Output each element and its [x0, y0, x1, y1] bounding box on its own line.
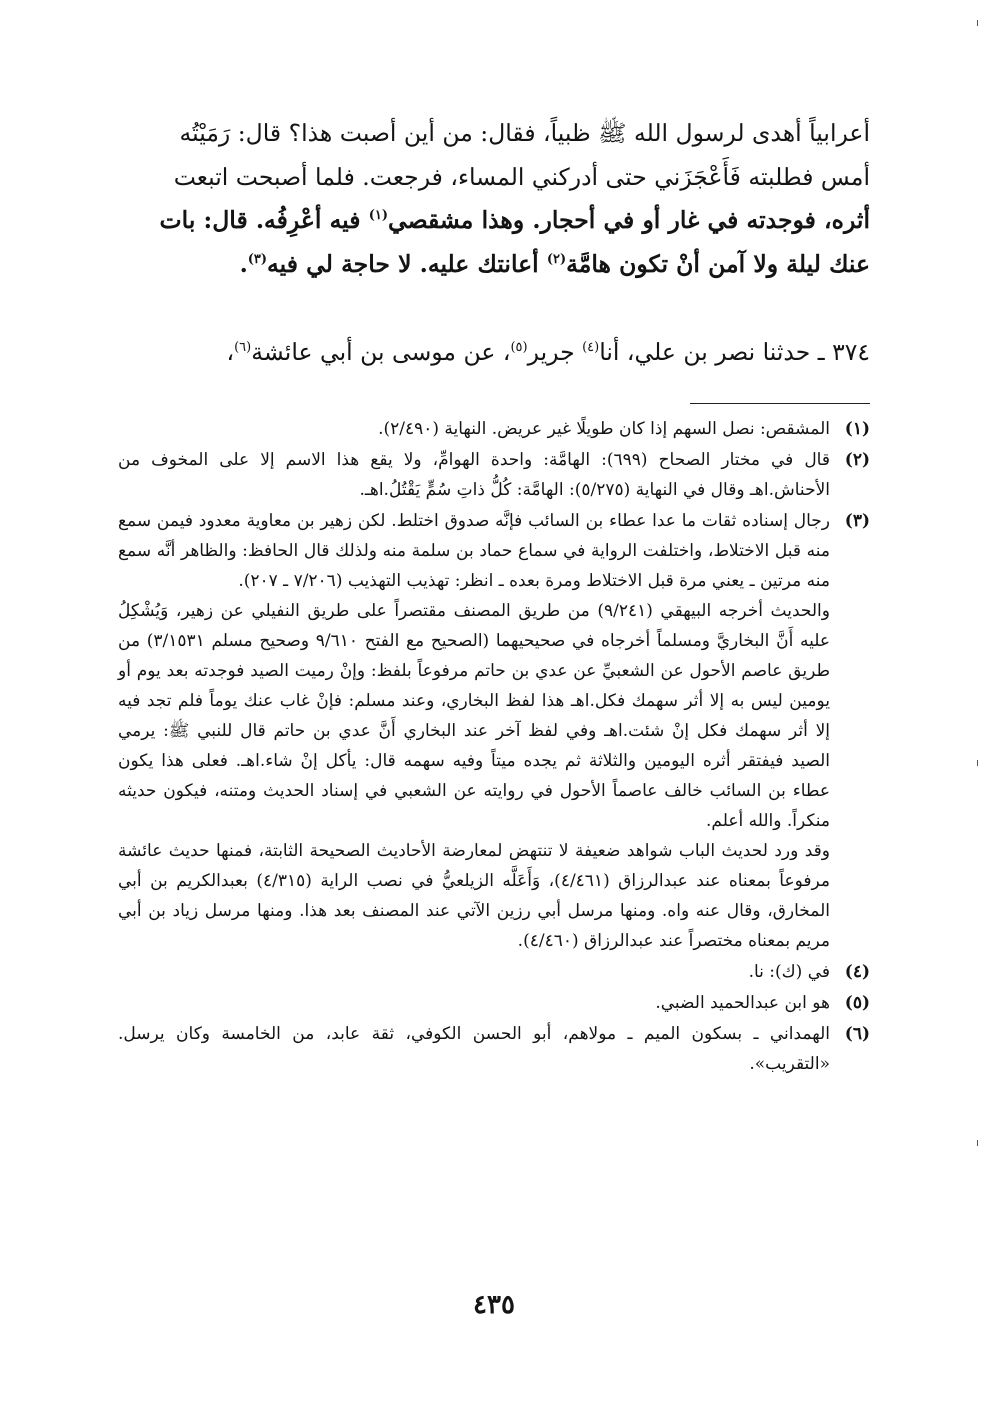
main-line: [118, 199, 870, 243]
footnote-paragraph: وقد ورد لحديث الباب شواهد ضعيفة لا تنتهض لمعارضة الأحاديث الصحيحة الثابتة، فمنها حديث عائشة مرفوعاً بمعناه عند عبدالرزاق (٤/٤٦١)، وَأَعَلَّه الزيلعيُّ في نصب الراية (٤/٣١٥) بعبدالكريم بن أبي المخارق، وقال عنه واه. ومنها مرسل أبي رزين الآتي عند المصنف بعد هذا. ومنها مرسل زياد بن أبي مريم بمعناه مختصراً عند عبدالرزاق (٤/٤٦٠).: [118, 841, 830, 951]
main-text-span: .: [239, 249, 248, 278]
footnote-number: (٢): [844, 450, 870, 470]
footnote-ref[interactable]: (٦): [234, 340, 252, 356]
main-text-span: عنك ليلة ولا آمن أنْ تكون هامَّة: [566, 249, 870, 278]
footnote-ref[interactable]: (٢): [546, 251, 567, 267]
footnote-number: (٦): [844, 1024, 870, 1044]
hadith-header: [118, 331, 870, 374]
footnote-6: [118, 1019, 870, 1079]
footnote-divider: [690, 403, 870, 404]
footnote-text: الهمداني ـ بسكون الميم ـ مولاهم، أبو الحسن الكوفي، ثقة عابد، من الخامسة وكان يرسل. «التقريب».: [118, 1024, 830, 1074]
footnote-number: (٣): [844, 511, 870, 531]
footnote-number: (٥): [844, 993, 870, 1013]
footnotes-section: [118, 414, 870, 1080]
hadith-text: ٣٧٤ ـ حدثنا نصر بن علي، أنا: [599, 338, 870, 366]
scan-edge-mark: [977, 20, 978, 26]
hadith-text: ، عن موسى بن أبي عائشة: [251, 338, 511, 366]
main-line: أعرابياً أهدى لرسول الله ﷺ ظبياً، فقال: من أين أصبت هذا؟ قال: رَمَيْتُه: [179, 119, 870, 147]
main-text-block: [118, 112, 870, 286]
footnote-ref[interactable]: (٤): [582, 340, 600, 356]
footnote-3: [118, 506, 870, 956]
footnote-ref[interactable]: (٣): [247, 251, 268, 267]
main-line: [118, 243, 870, 287]
footnote-number: (٤): [844, 962, 870, 982]
footnote-paragraph: رجال إسناده ثقات ما عدا عطاء بن السائب فإنَّه صدوق اختلط. لكن زهير بن معاوية معدود فيمن سمع منه قبل الاختلاط، واختلفت الرواية في سماع حماد بن سلمة منه ولذلك قال الحافظ: والظاهر أنَّه سمع منه مرتين ـ يعني مرة قبل الاختلاط ومرة بعده ـ انظر: تهذيب التهذيب (٧/٢٠٦ ـ ٢٠٧).: [118, 511, 830, 591]
main-text-span: فيه أعْرِفُه. قال: بات: [159, 206, 361, 234]
footnote-4: [118, 957, 870, 987]
footnote-text: قال في مختار الصحاح (٦٩٩): الهامَّة: واحدة الهوامِّ، ولا يقع هذا الاسم إلا على المخوف من الأحناش.اهـ وقال في النهاية (٥/٢٧٥): الهامَّة: كُلُّ ذاتِ سُمٍّ يَقْتُلُ.اهـ.: [118, 450, 830, 500]
page-number: ٤٣٥: [473, 1290, 515, 1320]
footnote-5: [118, 988, 870, 1018]
footnote-text: في (ك): نا.: [748, 962, 830, 982]
main-text-span: أعانتك عليه. لا حاجة لي فيه: [267, 249, 539, 278]
main-line: أمس فطلبته فَأَعْجَزَني حتى أدركني المساء، فرجعت. فلما أصبحت اتبعت: [173, 162, 870, 191]
footnote-text: المشقص: نصل السهم إذا كان طويلًا غير عريض. النهاية (٢/٤٩٠).: [378, 419, 830, 439]
footnote-paragraph: والحديث أخرجه البيهقي (٩/٢٤١) من طريق المصنف مقتصراً على طريق النفيلي عن زهير، وَيُشْكِلُ عليه أَنَّ البخاريَّ ومسلماً أخرجاه في صحيحيهما (الصحيح مع الفتح ٩/٦١٠ وصحيح مسلم ٣/١٥٣١) من طريق عاصم الأحول عن الشعبيِّ عن عدي بن حاتم مرفوعاً بلفظ: وإنْ رميت الصيد فوجدته بعد يوم أو يومين ليس به إلا أثر سهمك فكل.اهـ هذا لفظ البخاري، وعند مسلم: فإنْ غاب عنك يوماً فلم تجد فيه إلا أثر سهمك فكل إنْ شئت.اهـ وفي لفظ آخر عند البخاري أَنَّ عدي بن حاتم قال للنبي ﷺ: يرمي الصيد فيفتقر أثره اليومين والثلاثة ثم يجده ميتاً وفيه سهمه قال: يأكل إنْ شاء.اهـ. فعلى هذا يكون عطاء بن السائب خالف عاصماً الأحول في روايته عن الشعبي في إسناد الحديث ومتنه، فيكون حديثه منكراً. والله أعلم.: [118, 601, 830, 831]
hadith-text: ،: [226, 338, 235, 366]
footnote-2: [118, 445, 870, 505]
footnote-number: (١): [844, 419, 870, 439]
footnote-ref[interactable]: (١): [368, 208, 388, 224]
hadith-text: جرير: [527, 338, 575, 366]
scan-edge-mark: [977, 1140, 978, 1146]
footnote-text: هو ابن عبدالحميد الضبي.: [655, 993, 830, 1013]
footnote-1: [118, 414, 870, 444]
scan-edge-mark: [977, 760, 978, 766]
main-text-span: أثره، فوجدته في غار أو في أحجار. وهذا مشقصي: [387, 206, 870, 234]
footnote-ref[interactable]: (٥): [510, 340, 528, 356]
